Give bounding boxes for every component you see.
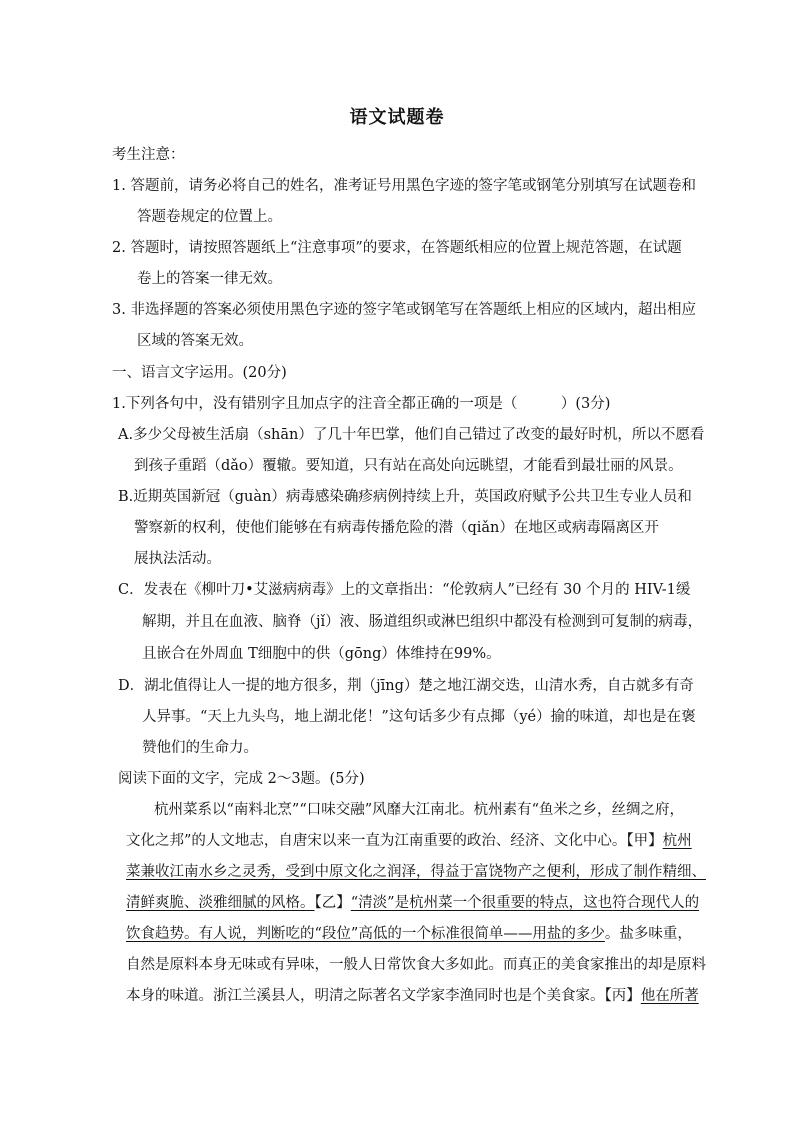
notice-item-1-cont: 答题卷规定的位置上。 (137, 209, 282, 225)
option-b-line-1: B.近期英国新冠（guàn）病毒感染确疹病例持续上升，英国政府赋予公共卫生专业人员和 (118, 489, 692, 505)
underlined-text: 饮食趋势。有人说，判断吃的“段位”高低的一个标准很简单——用盐的多少 (126, 926, 605, 942)
underlined-text: 菜兼收江南水乡之灵秀，受到中原文化之润泽，得益于富饶物产之便利，形成了制作精细、 (126, 864, 706, 880)
underlined-text: 杭州 (662, 833, 692, 849)
question-1: 1.下列各句中，没有错别字且加点字的注音全都正确的一项是（ ）(3分) (112, 396, 611, 412)
passage-text: 文化之邦”的人文地志，自唐宋以来一直为江南重要的政治、经济、文化中心。 (126, 833, 627, 849)
option-d-line-3: 赞他们的生命力。 (142, 740, 258, 756)
notice-item-3: 3. 非选择题的答案必须使用黑色字迹的签字笔或钢笔写在答题纸上相应的区域内，超出相应 (112, 302, 696, 318)
passage-text: 。盐多味重， (604, 926, 692, 942)
notice-item-2-cont: 卷上的答案一律无效。 (137, 271, 282, 287)
passage-line-3 (126, 862, 706, 882)
passage-text: 本身的味道。浙江兰溪县人，明清之际著名文学家李渔同时也是个美食家。 (126, 988, 605, 1004)
passage-line-7 (126, 986, 699, 1006)
option-b-line-2: 警察新的权利，使他们能够在有病毒传播危险的潜（qiǎn）在地区或病毒隔离区开 (134, 520, 659, 536)
passage-line-4 (126, 893, 699, 913)
page-title: 语文试题卷 (349, 107, 445, 128)
passage-line-2 (126, 831, 692, 851)
underlined-text: 清鲜爽脆、淡雅细腻的风格。 (126, 895, 315, 911)
option-c-line-3: 且嵌合在外周血 T细胞中的供（gōng）体维持在99%。 (142, 646, 501, 662)
passage-line-5 (126, 924, 692, 944)
option-b-line-3: 展执法活动。 (134, 551, 221, 567)
passage-line-1: 杭州菜系以“南料北烹”“口味交融”风靡大江南北。杭州素有“鱼米之乡，丝绸之府， (154, 802, 685, 818)
underlined-text: 他在所著 (640, 988, 699, 1004)
reading-heading: 阅读下面的文字，完成 2～3题。(5分) (118, 771, 365, 787)
option-d-line-2: 人异事。“天上九头鸟，地上湖北佬！”这句话多少有点揶（yé）揄的味道，却也是在褒 (142, 709, 696, 725)
notice-heading: 考生注意： (112, 147, 185, 163)
option-c-line-2: 解期，并且在血液、脑脊（jǐ）液、肠道组织或淋巴组织中都没有检测到可复制的病毒， (142, 614, 703, 630)
passage-line-6: 自然是原料本身无味或有异味，一般人日常饮食大多如此。而真正的美食家推出的却是原料 (126, 957, 706, 973)
mark-yi: 【乙】 (314, 895, 351, 911)
option-a-line-1: A.多少父母被生活扇（shān）了几十年巴掌，他们自己错过了改变的最好时机，所以不愿看 (118, 427, 705, 443)
underlined-text: “清淡”是杭州菜一个很重要的特点，这也符合现代人的 (350, 895, 700, 911)
mark-bing: 【丙】 (604, 988, 641, 1004)
notice-item-2: 2. 答题时，请按照答题纸上“注意事项”的要求，在答题纸相应的位置上规范答题，在试题 (112, 240, 682, 256)
option-d-line-1: D．湖北值得让人一提的地方很多，荆（jīng）楚之地江湖交迭，山清水秀，自古就多有奇 (118, 678, 694, 694)
notice-item-1: 1. 答题前，请务必将自己的姓名，准考证号用黑色字迹的签字笔或钢笔分别填写在试题卷和 (112, 178, 696, 194)
notice-item-3-cont: 区域的答案无效。 (137, 333, 253, 349)
mark-jia: 【甲】 (626, 833, 663, 849)
option-a-line-2: 到孩子重蹈（dǎo）覆辙。要知道，只有站在高处向远眺望，才能看到最壮丽的风景。 (134, 458, 683, 474)
option-c-line-1: C．发表在《柳叶刀•艾滋病病毒》上的文章指出：“伦敦病人”已经有 30 个月的 HIV-1缓 (118, 582, 691, 598)
section-heading: 一、语言文字运用。(20分) (112, 365, 287, 381)
